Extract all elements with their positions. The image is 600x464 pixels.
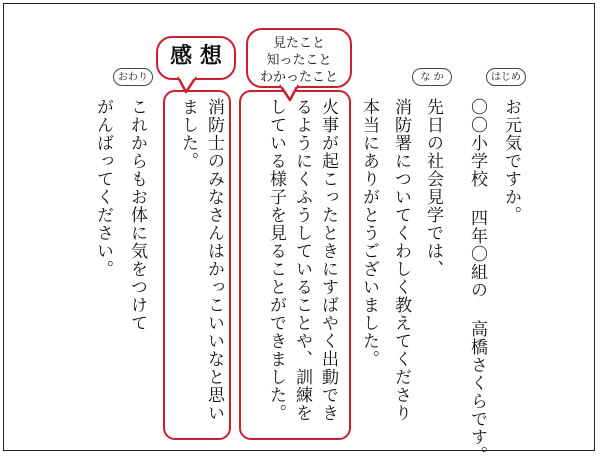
closing-text-1: これからもお体に気をつけて: [127, 98, 147, 332]
observed-label-line2: 知ったこと: [266, 53, 332, 68]
kansou-bubble-tail: [176, 76, 200, 94]
thanks-text-2: 本当にありがとうございました。: [359, 98, 379, 368]
intro-text: 〇〇小学校 四年〇組の 高橋さくらです。: [467, 98, 487, 464]
visit-text: 先日の社会見学では、: [423, 98, 443, 278]
observed-text: 火事が起こったときにすばやく出動できるようにくふうしていることや、訓練をしている様子を見ることができました。: [266, 98, 338, 422]
observed-bubble-tail: [278, 84, 302, 102]
observed-bubble: [246, 28, 352, 88]
greeting-text: お元気ですか。: [501, 98, 521, 224]
observed-label-line3: わかったこと: [259, 70, 338, 85]
observed-label-line1: 見たこと: [272, 36, 325, 51]
label-owari: おわり: [113, 68, 153, 86]
kansou-label: 感 想: [170, 44, 222, 69]
impression-text: 消防士のみなさんはかっこいいなと思いました。: [178, 98, 224, 422]
thanks-text-1: 消防署についてくわしく教えてくださり: [391, 98, 411, 422]
label-naka: な か: [412, 68, 452, 86]
closing-text-2: がんばってください。: [93, 98, 113, 278]
kansou-bubble: [156, 36, 236, 80]
label-hajime: はじめ: [486, 68, 526, 86]
